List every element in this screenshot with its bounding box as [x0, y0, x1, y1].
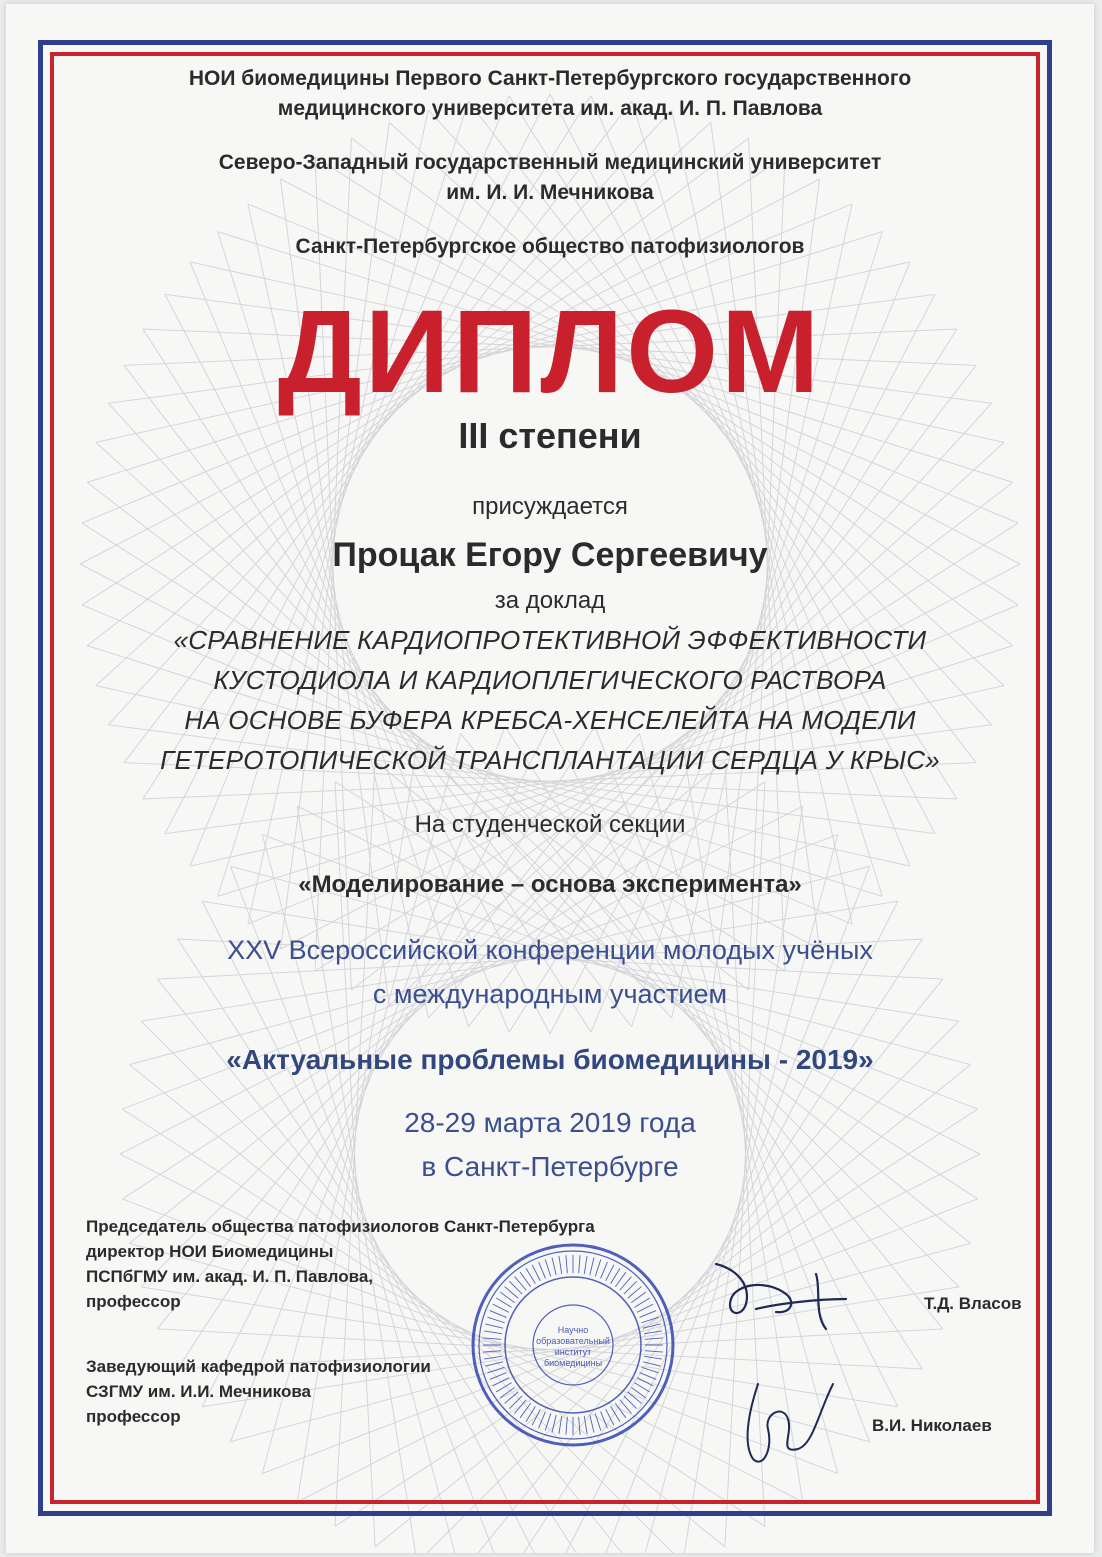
stamp-ring-mark	[637, 1304, 653, 1312]
signatory-2-line: профессор	[86, 1407, 181, 1426]
stamp-ring-mark	[641, 1317, 658, 1323]
stamp-ring-mark	[526, 1406, 535, 1421]
stamp-ring-mark	[539, 1412, 546, 1429]
issuer-org-3: Санкт-Петербургское общество патофизиологов	[295, 235, 805, 258]
signatory-1-line: Председатель общества патофизиологов Санкт-Петербурга	[86, 1217, 595, 1236]
stamp-ring-mark	[483, 1351, 501, 1352]
issuer-org-2-line2: им. И. И. Мечникова	[446, 181, 654, 204]
signatory-2-name: В.И. Николаев	[872, 1416, 992, 1435]
stamp-ring-mark	[532, 1409, 540, 1425]
report-title	[66, 620, 1034, 780]
stamp-ring-mark	[532, 1265, 540, 1281]
report-label: за доклад	[494, 587, 606, 614]
stamp-ring-mark	[634, 1383, 649, 1392]
stamp-ring-mark	[606, 1409, 614, 1425]
stamp-ring-mark	[493, 1378, 509, 1386]
stamp-ring-mark	[595, 1259, 601, 1276]
stamp-ring-mark	[490, 1373, 507, 1380]
signature-1	[696, 1244, 856, 1344]
stamp-ring-mark	[496, 1383, 511, 1392]
section-label: На студенческой секции	[414, 811, 686, 838]
stamp-ring-mark	[601, 1412, 608, 1429]
diploma-degree: III степени	[458, 415, 642, 456]
section-name: «Моделирование – основа эксперимента»	[298, 871, 802, 898]
stamp-ring-mark	[566, 1417, 567, 1435]
signatory-1-line: директор НОИ Биомедицины	[86, 1242, 334, 1261]
stamp-ring-mark	[637, 1378, 653, 1386]
stamp-ring-mark	[490, 1311, 507, 1318]
stamp-ring-mark	[526, 1268, 535, 1283]
signatory-1-line: профессор	[86, 1292, 181, 1311]
stamp-ring-mark	[584, 1416, 587, 1434]
conference-line-2: с международным участием	[372, 979, 728, 1009]
stamp-ring-mark	[566, 1255, 567, 1273]
stamp-ring-mark	[485, 1362, 503, 1366]
stamp-ring-mark	[485, 1324, 503, 1328]
stamp-ring-mark	[545, 1413, 551, 1430]
stamp-ring-mark	[483, 1338, 501, 1339]
signatory-1-line: ПСПбГМУ им. акад. И. П. Павлова,	[86, 1267, 374, 1286]
stamp-ring-mark	[643, 1324, 661, 1328]
stamp-ring-mark	[579, 1255, 580, 1273]
stamp-center-text: образовательный	[536, 1336, 610, 1346]
signatory-2-line: Заведующий кафедрой патофизиологии	[86, 1357, 431, 1376]
stamp-ring-mark	[606, 1265, 614, 1281]
conference-dates: 28-29 марта 2019 года	[404, 1107, 696, 1138]
stamp-ring-mark	[559, 1416, 562, 1434]
stamp-ring-mark	[590, 1415, 594, 1433]
conference-title: «Актуальные проблемы биомедицины - 2019»	[226, 1044, 874, 1075]
stamp-ring-mark	[493, 1304, 509, 1312]
stamp-ring-mark	[590, 1257, 594, 1275]
stamp-ring-mark	[601, 1262, 608, 1279]
report-title-line: «СРАВНЕНИЕ КАРДИОПРОТЕКТИВНОЙ ЭФФЕКТИВНОСТИ	[173, 625, 927, 655]
stamp-ring-mark	[496, 1298, 511, 1307]
recipient-name: Процак Егору Сергеевичу	[332, 536, 768, 574]
stamp-ring-mark	[643, 1362, 661, 1366]
stamp-ring-mark	[484, 1331, 502, 1334]
report-title-line: НА ОСНОВЕ БУФЕРА КРЕБСА-ХЕНСЕЛЕЙТА НА МОДЕЛИ	[184, 705, 916, 735]
stamp-center-text: биомедицины	[543, 1358, 603, 1368]
stamp-ring-mark	[552, 1257, 556, 1275]
stamp-ring-mark	[559, 1256, 562, 1274]
stamp-ring-mark	[487, 1367, 504, 1373]
stamp-ring-mark	[611, 1406, 620, 1421]
conference-line-1: XXV Всероссийской конференции молодых учёных	[227, 935, 873, 965]
stamp-ring-mark	[641, 1367, 658, 1373]
official-stamp	[468, 1240, 678, 1450]
issuer-org-1	[66, 64, 1034, 124]
stamp-center-text: Научно	[557, 1325, 589, 1335]
conference-description	[66, 928, 1034, 1016]
stamp-ring-mark	[645, 1351, 663, 1352]
stamp-ring-mark	[595, 1413, 601, 1430]
diploma-sheet	[6, 4, 1094, 1553]
stamp-ring-mark	[484, 1356, 502, 1359]
stamp-center-text: институт	[554, 1347, 592, 1357]
stamp-ring-mark	[640, 1373, 657, 1380]
signatory-1-name: Т.Д. Власов	[924, 1294, 1022, 1313]
issuer-org-1-line2: медицинского университета им. акад. И. П. Павлова	[277, 97, 823, 120]
report-title-line: ГЕТЕРОТОПИЧЕСКОЙ ТРАНСПЛАНТАЦИИ СЕРДЦА У КРЫС»	[160, 745, 940, 775]
stamp-ring-mark	[487, 1317, 504, 1323]
stamp-ring-mark	[584, 1256, 587, 1274]
diploma-title: ДИПЛОМ	[277, 286, 823, 418]
stamp-ring-mark	[634, 1298, 649, 1307]
stamp-ring-mark	[645, 1338, 663, 1339]
stamp-ring-mark	[545, 1259, 551, 1276]
signatory-2-position	[86, 1354, 431, 1429]
stamp-ring-mark	[644, 1356, 662, 1359]
signatory-2-line: СЗГМУ им. И.И. Мечникова	[86, 1382, 312, 1401]
stamp-ring-mark	[552, 1415, 556, 1433]
stamp-ring-mark	[644, 1331, 662, 1334]
conference-city: в Санкт-Петербурге	[421, 1151, 679, 1182]
stamp-ring-mark	[539, 1262, 546, 1279]
report-title-line: КУСТОДИОЛА И КАРДИОПЛЕГИЧЕСКОГО РАСТВОРА	[213, 665, 887, 695]
issuer-org-2	[66, 148, 1034, 208]
awarded-text: присуждается	[472, 493, 628, 520]
signature-2	[728, 1364, 848, 1474]
issuer-org-1-line1: НОИ биомедицины Первого Санкт-Петербургского государственного	[188, 67, 912, 90]
stamp-ring-mark	[611, 1268, 620, 1283]
issuer-org-2-line1: Северо-Западный государственный медицинский университет	[218, 151, 882, 174]
stamp-ring-mark	[640, 1311, 657, 1318]
stamp-ring-mark	[579, 1417, 580, 1435]
